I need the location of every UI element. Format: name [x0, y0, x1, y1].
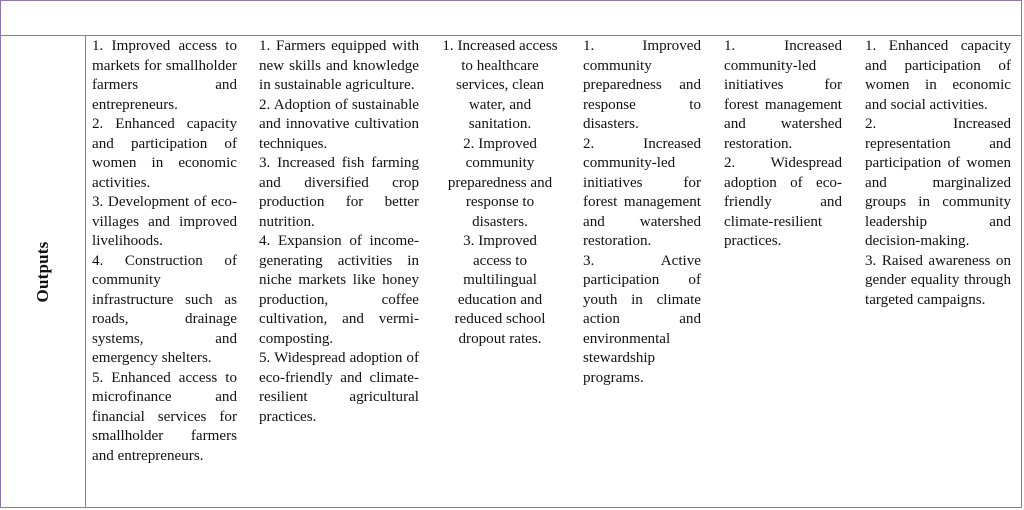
header-row-divider — [0, 35, 1022, 36]
list-item: 5. Widespread adoption of eco-friendly and climate-resilient agricultural practices. — [259, 350, 419, 425]
table-header-row — [0, 0, 1022, 35]
row-label-divider — [85, 35, 86, 508]
table-cell-col-5 — [724, 37, 842, 252]
table-border-right — [1021, 0, 1022, 508]
list-item: 2. Increased community-led initiatives for forest management and watershed restoration. — [583, 135, 701, 249]
table-cell-col-6 — [865, 37, 1011, 310]
table-cell-col-2 — [259, 37, 419, 427]
list-item: 4. Expansion of income-generating activities in niche markets like honey production, coffee cultivation, and vermi-composting. — [259, 233, 419, 347]
list-item: 1. Improved access to markets for smallholder farmers and entrepreneurs. — [92, 38, 237, 113]
row-label-outputs: Outputs — [33, 241, 52, 303]
list-item: 1. Farmers equipped with new skills and knowledge in sustainable agriculture. — [259, 38, 419, 93]
list-item: 1. Increased community-led initiatives for forest management and watershed restoration. — [724, 38, 842, 152]
list-item: 3. Improved access to multilingual education and reduced school dropout rates. — [454, 233, 546, 347]
list-item: 1. Enhanced capacity and participation of women in economic and social activities. — [865, 38, 1011, 113]
table-cell-col-3 — [442, 37, 558, 349]
list-item: 1. Improved community preparedness and response to disasters. — [583, 38, 701, 132]
list-item: 2. Improved community preparedness and response to disasters. — [447, 135, 553, 230]
list-item: 2. Adoption of sustainable and innovative cultivation techniques. — [259, 96, 419, 152]
table-border-top — [0, 0, 1022, 1]
list-item: 3. Development of eco-villages and improved livelihoods. — [92, 194, 237, 249]
row-label-cell — [0, 36, 86, 508]
list-item: 3. Active participation of youth in climate action and environmental stewardship programs. — [583, 252, 701, 386]
table-border-bottom — [0, 507, 1022, 508]
list-item: 1. Increased access to healthcare services, clean water, and sanitation. — [442, 38, 558, 132]
list-item: 2. Enhanced capacity and participation of women in economic activities. — [92, 116, 237, 191]
table-cell-col-1 — [92, 37, 237, 466]
table-border-left — [0, 0, 1, 508]
list-item: 4. Construction of community infrastructure such as roads, drainage systems, and emergency shelters. — [92, 252, 237, 366]
list-item: 5. Enhanced access to microfinance and financial services for smallholder farmers and entrepreneurs. — [92, 369, 237, 464]
list-item: 2. Widespread adoption of eco-friendly and climate-resilient practices. — [724, 155, 842, 249]
list-item: 3. Increased fish farming and diversified crop production for better nutrition. — [259, 155, 419, 230]
list-item: 2. Increased representation and participation of women and marginalized groups in community leadership and decision-making. — [865, 116, 1011, 249]
table-cell-col-4 — [583, 37, 701, 388]
list-item: 3. Raised awareness on gender equality through targeted campaigns. — [865, 252, 1011, 308]
